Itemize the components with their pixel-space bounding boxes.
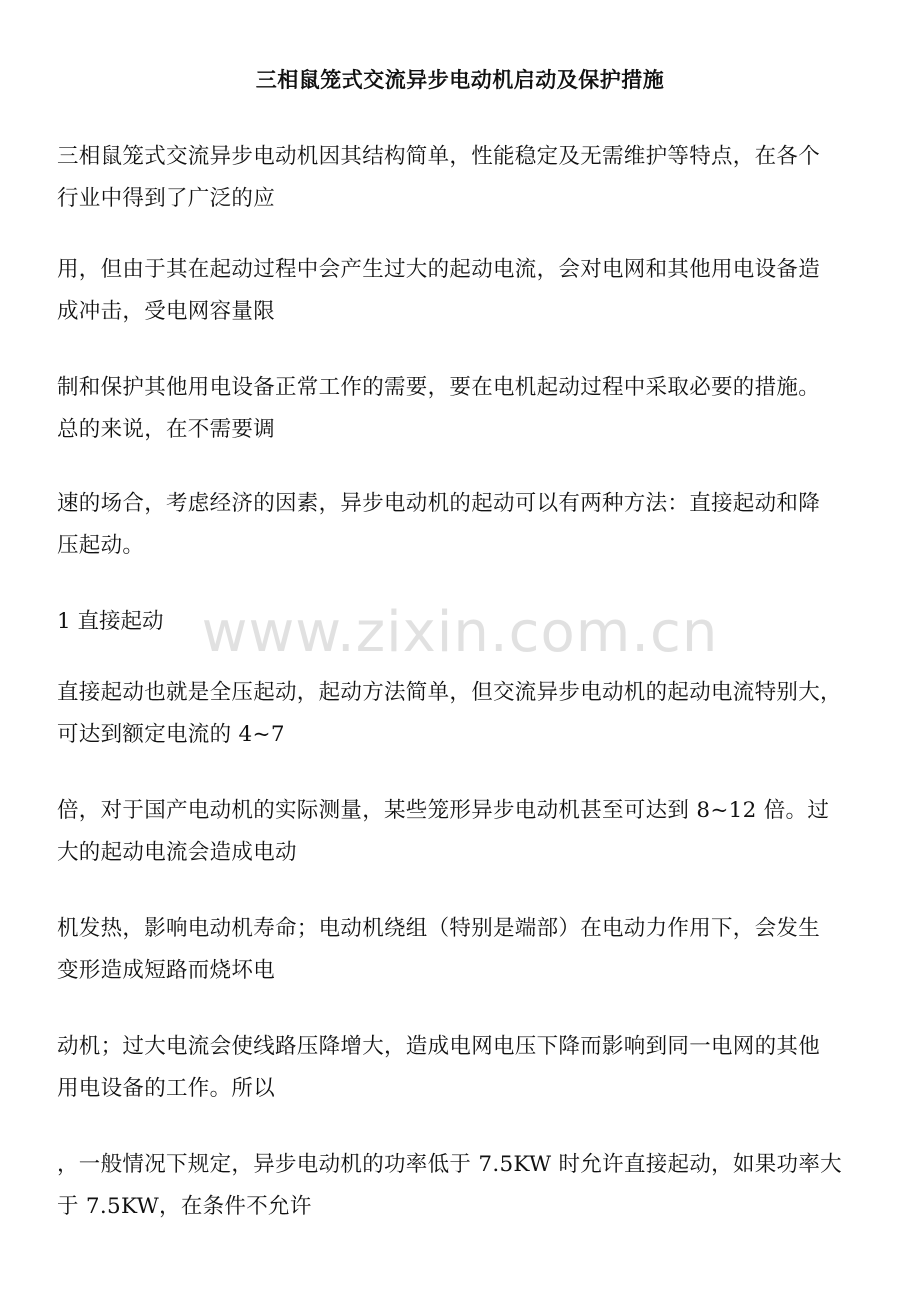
paragraph-line: 成冲击，受电网容量限 (57, 299, 276, 324)
section-paragraph-1 (57, 672, 872, 756)
paragraph-line: 大的起动电流会造成电动 (57, 840, 297, 865)
section-paragraph-3 (57, 908, 872, 992)
paragraph-2 (57, 249, 872, 333)
paragraph-line: 压起动。 (57, 533, 145, 558)
paragraph-line: 动机；过大电流会使线路压降增大，造成电网电压下降而影响到同一电网的其他 (57, 1034, 821, 1059)
paragraph-line: 用，但由于其在起动过程中会产生过大的起动电流，会对电网和其他用电设备造 (57, 257, 821, 282)
paragraph-3 (57, 367, 872, 451)
paragraph-line: 可达到额定电流的 4~7 (57, 722, 285, 747)
paragraph-line: 三相鼠笼式交流异步电动机因其结构简单，性能稳定及无需维护等特点，在各个 (57, 144, 821, 169)
paragraph-line: ，一般情况下规定，异步电动机的功率低于 7.5KW 时允许直接起动，如果功率大 (57, 1152, 842, 1177)
section-paragraph-2 (57, 790, 872, 874)
paragraph-line: 行业中得到了广泛的应 (57, 186, 276, 211)
site-watermark: www.zixin.com.cn (201, 600, 719, 665)
paragraph-line: 用电设备的工作。所以 (57, 1076, 276, 1101)
paragraph-line: 直接起动也就是全压起动，起动方法简单，但交流异步电动机的起动电流特别大， (57, 680, 842, 705)
document-title: 三相鼠笼式交流异步电动机启动及保护措施 (255, 68, 665, 92)
paragraph-line: 速的场合，考虑经济的因素，异步电动机的起动可以有两种方法：直接起动和降 (57, 491, 821, 516)
section-paragraph-4 (57, 1026, 872, 1110)
section-paragraph-5 (57, 1144, 872, 1228)
paragraph-line: 倍，对于国产电动机的实际测量，某些笼形异步电动机甚至可达到 8~12 倍。过 (57, 798, 830, 823)
section-heading: 1 直接起动 (57, 609, 164, 634)
paragraph-line: 制和保护其他用电设备正常工作的需要，要在电机起动过程中采取必要的措施。 (57, 375, 821, 400)
paragraph-1 (57, 136, 872, 220)
paragraph-4 (57, 483, 872, 567)
paragraph-line: 变形造成短路而烧坏电 (57, 958, 276, 983)
paragraph-line: 机发热，影响电动机寿命；电动机绕组（特别是端部）在电动力作用下，会发生 (57, 916, 821, 941)
paragraph-line: 总的来说，在不需要调 (57, 417, 276, 442)
paragraph-line: 于 7.5KW，在条件不允许 (57, 1194, 312, 1219)
